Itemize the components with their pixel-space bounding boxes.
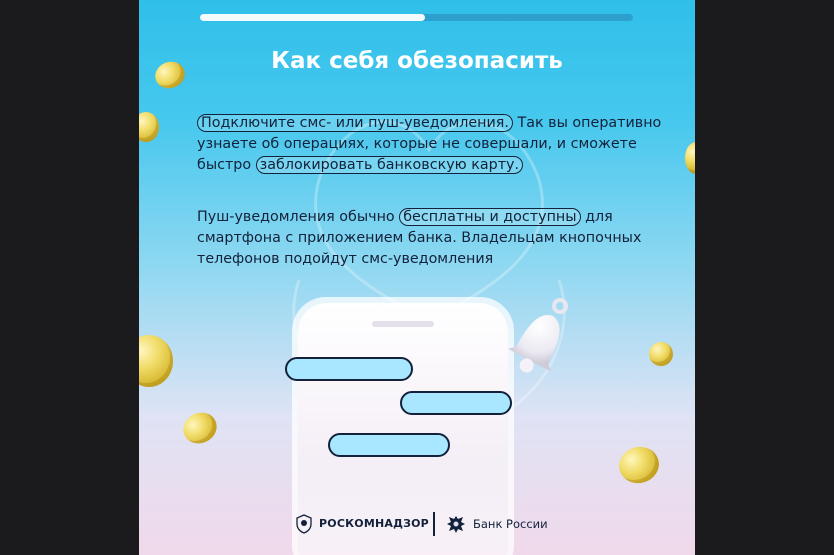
paragraph-text: Так вы оперативно узнаете об операциях, которые не совершали, и сможете быстро — [197, 115, 662, 173]
bank-russia-label: Банк России — [473, 517, 548, 531]
paragraph-text: Пуш-уведомления обычно — [197, 209, 400, 225]
roskomnadzor-label: РОСКОМНАДЗОР — [319, 517, 429, 530]
coin-icon — [139, 112, 159, 142]
story-progress-fill — [200, 14, 425, 21]
coin-icon — [178, 407, 221, 449]
bell-icon — [497, 296, 577, 386]
bank-russia-eagle-icon — [445, 513, 467, 535]
paragraph-notifications — [197, 113, 667, 176]
highlight-free-available: бесплатны и доступны — [399, 208, 580, 226]
page-title: Как себя обезопасить — [271, 48, 563, 74]
highlight-connect-notifications: Подключите смс- или пуш-уведомления. — [197, 114, 513, 132]
message-bubble — [400, 391, 512, 415]
paragraph-push-free — [197, 207, 667, 270]
roskomnadzor-emblem-icon — [295, 514, 313, 534]
coin-icon — [649, 342, 673, 366]
paragraph-text: для смартфона с приложением банка. Владельцам кнопочных телефонов подойдут смс-уведомления — [197, 209, 642, 267]
footer — [139, 510, 695, 540]
info-card — [139, 0, 695, 555]
message-bubble — [285, 357, 413, 381]
coin-icon — [685, 142, 695, 174]
footer-divider — [433, 512, 435, 536]
coin-icon — [139, 335, 173, 387]
highlight-block-card: заблокировать банковскую карту. — [256, 156, 523, 174]
story-progress-bar — [200, 14, 633, 21]
phone-speaker — [372, 321, 434, 327]
coin-icon — [615, 442, 663, 487]
message-bubble — [328, 433, 450, 457]
